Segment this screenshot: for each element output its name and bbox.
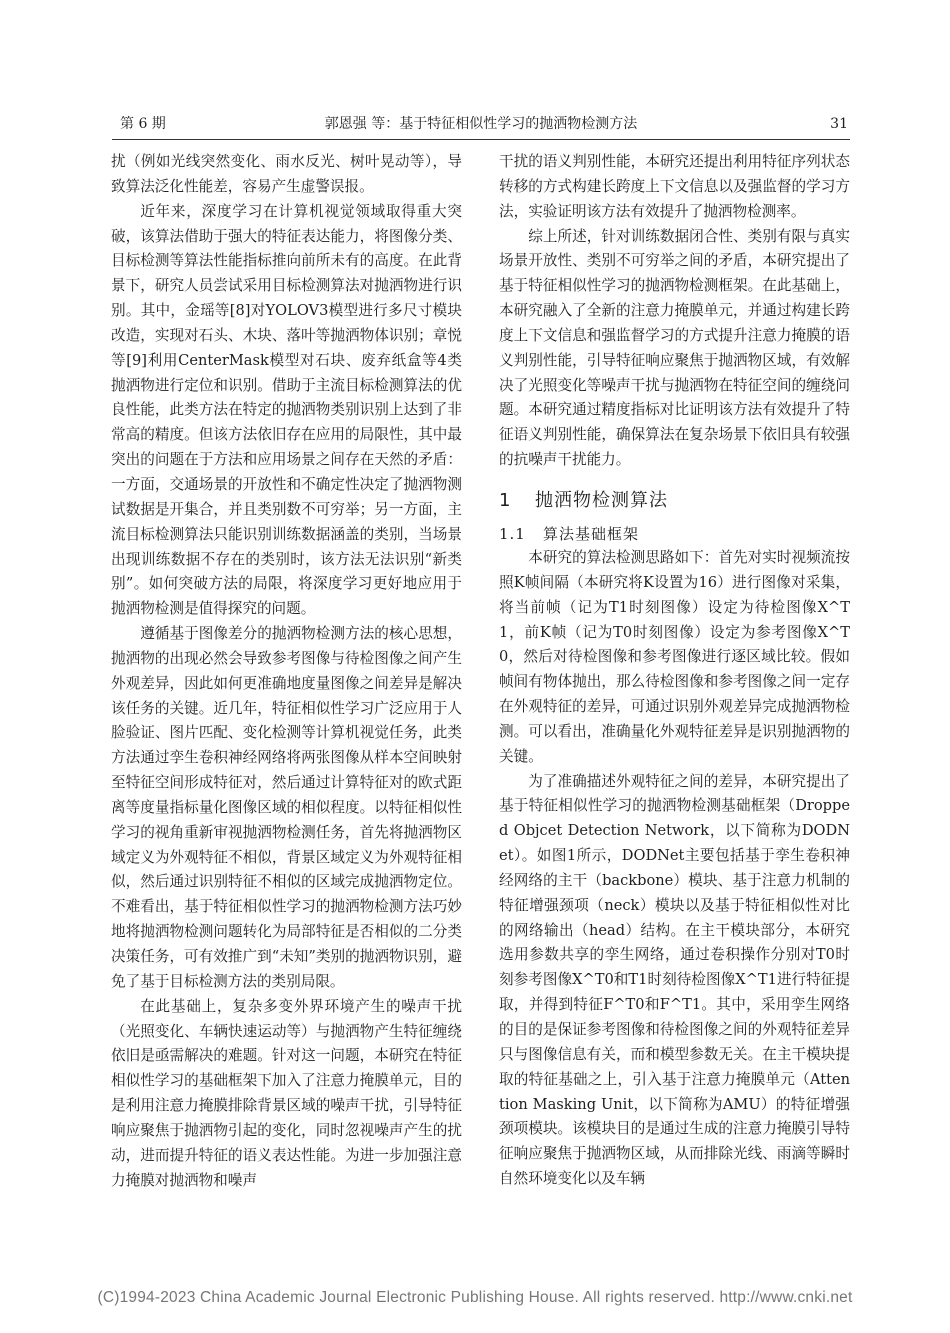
paragraph: 综上所述，针对训练数据闭合性、类别有限与真实场景开放性、类别不可穷举之间的矛盾，本研究提出了基于特征相似性学习的抛洒物检测框架。在此基础上，本研究融入了全新的注意力掩膜单元，并通过构建长跨度上下文信息和强监督学习的方式提升注意力掩膜的语义判别性能，引导特征响应聚焦于抛洒物区域，有效解决了光照变化等噪声干扰与抛洒物在特征空间的缠绕问题。本研究通过精度指标对比证明该方法有效提升了特征语义判别性能，确保算法在复杂场景下依旧具有较强的抗噪声干扰能力。 <box>499 227 850 469</box>
running-header <box>112 114 850 138</box>
paragraph: 本研究的算法检测思路如下：首先对实时视频流按照K帧间隔（本研究将K设置为16）进行图像对采集，将当前帧（记为T1时刻图像）设定为待检图像X^T1，前K帧（记为T0时刻图像）设定为参考图像X^T0，然后对待检图像和参考图像进行逐区域比较。假如帧间有物体抛出，那么待检图像和参考图像之间一定存在外观特征的差异，可通过识别外观差异完成抛洒物检测。可以看出，准确量化外观特征差异是识别抛洒物的关键。 <box>499 548 850 765</box>
page-number: 31 <box>830 116 848 132</box>
paragraph: 近年来，深度学习在计算机视觉领域取得重大突破，该算法借助于强大的特征表达能力，将图像分类、目标检测等算法性能指标推向前所未有的高度。在此背景下，研究人员尝试采用目标检测算法对抛洒物进行识别。其中，金瑶等[8]对YOLOV3模型进行多尺寸模块改造，实现对石头、木块、落叶等抛洒物体识别；章悦等[9]利用CenterMask模型对石块、废弃纸盒等4类抛洒物进行定位和识别。借助于主流目标检测算法的优良性能，此类方法在特定的抛洒物类别识别上达到了非常高的精度。但该方法依旧存在应用的局限性，其中最突出的问题在于方法和应用场景之间存在天然的矛盾：一方面，交通场景的开放性和不确定性决定了抛洒物测试数据是开集合，并且类别数不可穷举；另一方面，主流目标检测算法只能识别训练数据涵盖的类别，当场景出现训练数据不存在的类别时，该方法无法识别“新类别”。如何突破方法的局限，将深度学习更好地应用于抛洒物检测是值得探究的问题。 <box>111 202 462 618</box>
left-column <box>111 150 462 1193</box>
section-title: 抛洒物检测算法 <box>535 489 668 511</box>
paragraph: 遵循基于图像差分的抛洒物检测方法的核心思想，抛洒物的出现必然会导致参考图像与待检图像之间产生外观差异，因此如何更准确地度量图像之间差异是解决该任务的关键。近几年，特征相似性学习广泛应用于人脸验证、图片匹配、变化检测等计算机视觉任务，此类方法通过孪生卷积神经网络将两张图像从样本空间映射至特征空间形成特征对，然后通过计算特征对的欧式距离等度量指标量化图像区域的相似程度。以特征相似性学习的视角重新审视抛洒物检测任务，首先将抛洒物区域定义为外观特征不相似，背景区域定义为外观特征相似，然后通过识别特征不相似的区域完成抛洒物定位。不难看出，基于特征相似性学习的抛洒物检测方法巧妙地将抛洒物检测问题转化为局部特征是否相似的二分类决策任务，可有效推广到“未知”类别的抛洒物识别，避免了基于目标检测方法的类别局限。 <box>111 625 462 990</box>
section-heading <box>499 489 850 513</box>
header-rule <box>112 139 850 140</box>
paragraph: 干扰的语义判别性能，本研究还提出利用特征序列状态转移的方式构建长跨度上下文信息以及强监督的学习方法，实验证明该方法有效提升了抛洒物检测率。 <box>499 153 850 220</box>
subsection-title: 算法基础框架 <box>543 524 640 543</box>
paragraph: 为了准确描述外观特征之间的差异，本研究提出了基于特征相似性学习的抛洒物检测基础框架（Dropped Objcet Detection Network，以下简称为DODNet）。如图1所示，DODNet主要包括基于孪生卷积神经网络的主干（backbone）模块、基于注意力机制的特征增强颈项（neck）模块以及基于特征相似性对比的网络输出（head）结构。在主干模块部分，本研究选用参数共享的孪生网络，通过卷积操作分别对T0时刻参考图像X^T0和T1时刻待检图像X^T1进行特征提取，并得到特征F^T0和F^T1。其中，采用孪生网络的目的是保证参考图像和待检图像之间的外观特征差异只与图像信息有关，而和模型参数无关。在主干模块提取的特征基础之上，引入基于注意力掩膜单元（Attention Masking Unit，以下简称为AMU）的特征增强颈项模块。该模块目的是通过生成的注意力掩膜引导特征响应聚焦于抛洒物区域，从而排除光线、雨滴等瞬时自然环境变化以及车辆 <box>499 772 850 1188</box>
running-title: 郭恩强 等：基于特征相似性学习的抛洒物检测方法 <box>324 116 638 132</box>
right-column <box>499 150 850 1192</box>
paragraph: 扰（例如光线突然变化、雨水反光、树叶晃动等），导致算法泛化性能差，容易产生虚警误报。 <box>111 153 462 195</box>
section-number: 1 <box>499 489 512 511</box>
subsection-number: 1.1 <box>499 524 526 543</box>
paragraph: 在此基础上，复杂多变外界环境产生的噪声干扰（光照变化、车辆快速运动等）与抛洒物产生特征缠绕依旧是亟需解决的难题。针对这一问题，本研究在特征相似性学习的基础框架下加入了注意力掩膜单元，目的是利用注意力掩膜排除背景区域的噪声干扰，引导特征响应聚焦于抛洒物引起的变化，同时忽视噪声产生的扰动，进而提升特征的语义表达性能。为进一步加强注意力掩膜对抛洒物和噪声 <box>111 997 462 1189</box>
copyright-footer: (C)1994-2023 China Academic Journal Electronic Publishing House. All rights reserved. http://www.cnki.net <box>97 1289 853 1306</box>
subsection-heading <box>499 523 850 546</box>
issue-label: 第 6 期 <box>120 116 166 132</box>
